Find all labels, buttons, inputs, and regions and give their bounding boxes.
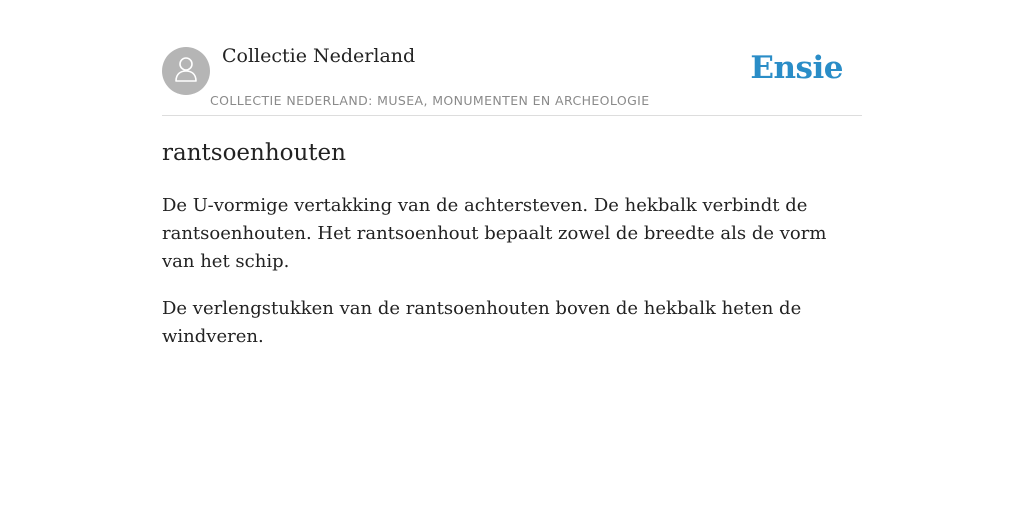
entry-header	[162, 0, 862, 116]
author-name-link[interactable]: Collectie Nederland	[222, 45, 416, 67]
author-subtitle: COLLECTIE NEDERLAND: MUSEA, MONUMENTEN EN ARCHEOLOGIE	[210, 93, 650, 108]
user-icon	[172, 54, 200, 88]
entry-body	[162, 192, 862, 370]
entry-title: rantsoenhouten	[162, 140, 346, 166]
ensie-logo[interactable]: Ensie	[750, 50, 843, 86]
entry-paragraph: De U-vormige vertakking van de achtersteven. De hekbalk verbindt de rantsoenhouten. Het rantsoenhout bepaalt zowel de breedte als de vorm van het schip.	[162, 195, 827, 272]
entry-paragraph: De verlengstukken van de rantsoenhouten boven de hekbalk heten de windveren.	[162, 298, 802, 347]
author-avatar[interactable]	[162, 47, 210, 95]
page-container	[162, 0, 862, 347]
